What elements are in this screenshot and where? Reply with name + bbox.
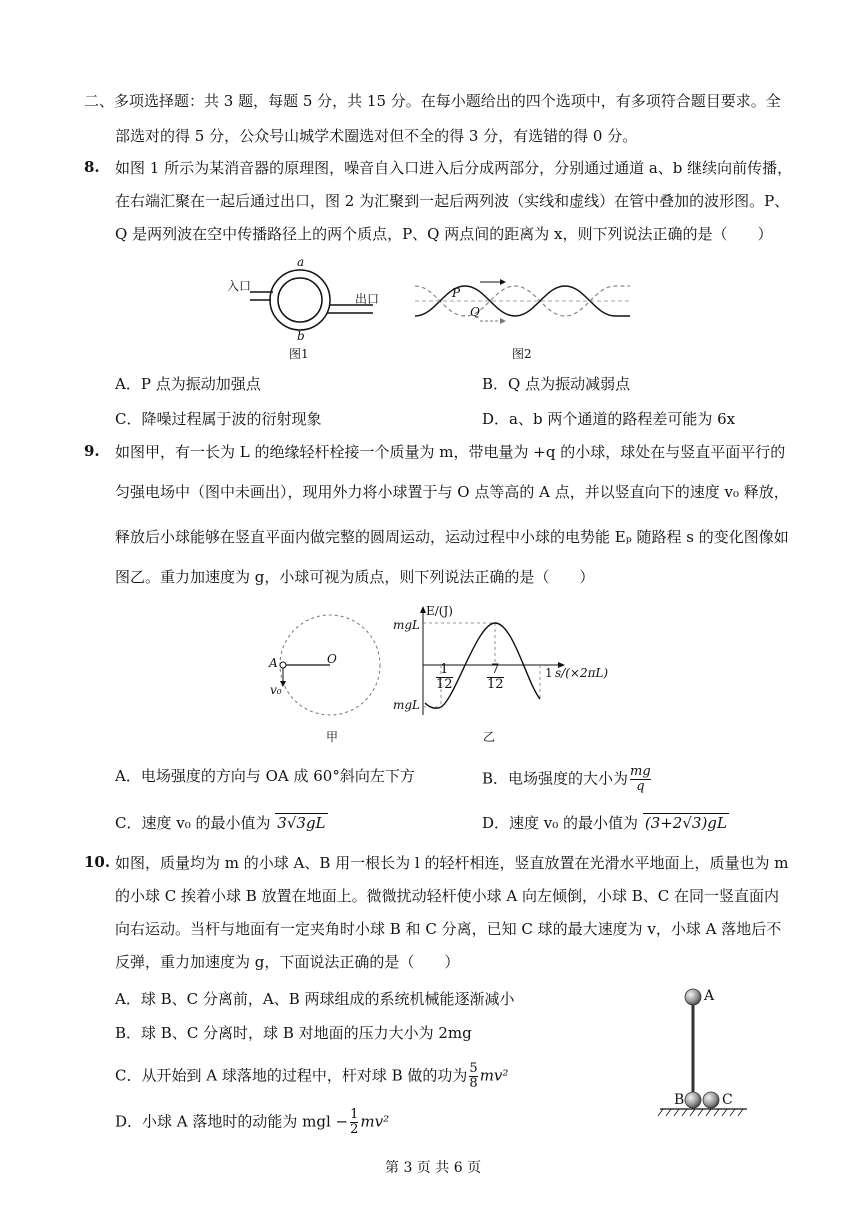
section-title-line1: 二、多项选择题：共 3 题，每题 5 分，共 15 分。在每小题给出的四个选项中，有多项符合题目要求。全 — [84, 92, 781, 110]
q10-fig-label-c: C — [722, 1092, 733, 1108]
q9-figure-yi-graph — [395, 603, 570, 718]
q9-fig-jia-label-a: A — [269, 656, 278, 670]
q10-option-c: C．从开始到 A 球落地的过程中，杆对球 B 做的功为 $\frac{5}{8}$ mv² — [115, 1061, 509, 1091]
q9-option-d: D．速度 v₀ 的最小值为 (3+2√3)gL — [482, 814, 727, 832]
q8-fig2-caption: 图2 — [512, 347, 532, 361]
q10-option-a: A．球 B、C 分离前，A、B 两球组成的系统机械能逐渐减小 — [115, 990, 515, 1008]
section-title-line2: 部选对的得 5 分，公众号山城学术圈选对但不全的得 3 分，有选错的得 0 分。 — [115, 127, 638, 145]
q10-fig-label-b: B — [674, 1092, 685, 1108]
page-footer: 第 3 页 共 6 页 — [385, 1160, 482, 1176]
q10-stem-line4: 反弹，重力加速度为 g，下面说法正确的是（ ） — [115, 953, 460, 971]
q8-fig1-caption: 图1 — [289, 347, 309, 361]
q8-fig1-label-a: a — [297, 255, 305, 269]
q8-fig1-label-b: b — [297, 329, 305, 343]
q9-number: 9. — [84, 442, 100, 460]
q8-stem-line2: 在右端汇聚在一起后通过出口，图 2 为汇聚到一起后两列波（实线和虚线）在管中叠加的波形图。P、 — [115, 192, 790, 210]
q9-fig-yi-caption: 乙 — [483, 730, 496, 744]
q10-fig-label-a: A — [704, 988, 715, 1004]
q8-stem-line3: Q 是两列波在空中传播路径上的两个质点，P、Q 两点间的距离为 x，则下列说法正确的是（ ） — [115, 225, 773, 243]
q9-fig-yi-tick1: $\frac{1}{12}$ — [436, 662, 453, 692]
q9-stem-line3: 释放后小球能够在竖直平面内做完整的圆周运动，运动过程中小球的电势能 Eₚ 随路程 s 的变化图像如 — [115, 528, 789, 546]
q10-option-d: D．小球 A 落地时的动能为 mgl − $\frac{1}{2}$ mv² — [115, 1107, 390, 1137]
q10-number: 10. — [84, 853, 111, 871]
q8-option-b: B．Q 点为振动减弱点 — [482, 375, 631, 393]
q8-number: 8. — [84, 158, 100, 176]
q9-fig-yi-ylabel: E/(J) — [426, 604, 453, 618]
q9-stem-line4: 图乙。重力加速度为 g，小球可视为质点，则下列说法正确的是（ ） — [115, 568, 595, 586]
q8-fig2-label-p: P — [452, 286, 461, 300]
q9-option-b: B．电场强度的大小为 $\frac{mg}{q}$ — [482, 764, 651, 794]
q9-fig-yi-xlabel: s/(×2πL) — [555, 666, 609, 680]
q10-stem-line2: 的小球 C 挨着小球 B 放置在地面上。微微扰动轻杆使小球 A 向左倾倒，小球 B、C 在同一竖直面内 — [115, 887, 779, 905]
q8-stem-line1: 如图 1 所示为某消音器的原理图，噪音自入口进入后分成两部分，分别通过通道 a、b 继续向前传播， — [115, 159, 793, 177]
q8-option-a: A．P 点为振动加强点 — [115, 375, 261, 393]
q9-fig-jia-label-v0: v₀ — [270, 683, 282, 697]
q10-stem-line3: 向右运动。当杆与地面有一定夹角时小球 B 和 C 分离，已知 C 球的最大速度为 v，小球 A 落地后不 — [115, 920, 782, 938]
q9-fig-yi-tick2: $\frac{7}{12}$ — [487, 662, 504, 692]
q9-stem-line1: 如图甲，有一长为 L 的绝缘轻杆栓接一个质量为 m，带电量为 +q 的小球，球处在与竖直平面平行的 — [115, 443, 786, 461]
q9-option-a: A．电场强度的方向与 OA 成 60°斜向左下方 — [115, 767, 415, 785]
q9-fig-jia-label-o: O — [327, 652, 337, 666]
q9-stem-line2: 匀强电场中（图中未画出），现用外力将小球置于与 O 点等高的 A 点，并以竖直向下的速度 v₀ 释放， — [115, 483, 789, 501]
q9-fig-yi-ytop: mgL — [393, 618, 421, 632]
q9-fig-yi-ybottom: mgL — [393, 698, 421, 712]
q8-fig1-inlet-label: 入口 — [227, 279, 252, 293]
q9-fig-yi-tick3: 1 — [545, 666, 553, 680]
q10-option-b: B．球 B、C 分离时，球 B 对地面的压力大小为 2mg — [115, 1024, 472, 1042]
q9-option-c: C．速度 v₀ 的最小值为 3√3gL — [115, 814, 326, 832]
q10-stem-line1: 如图，质量均为 m 的小球 A、B 用一根长为 l 的轻杆相连，竖直放置在光滑水平地面上，质量也为 m — [115, 854, 789, 872]
q8-fig2-label-q: Q — [470, 305, 480, 319]
q8-fig1-outlet-label: 出口 — [355, 292, 380, 306]
q8-option-d: D．a、b 两个通道的路程差可能为 6x — [482, 410, 736, 428]
q8-option-c: C．降噪过程属于波的衍射现象 — [115, 410, 322, 428]
q8-figure2-waves — [410, 270, 635, 330]
q9-fig-jia-caption: 甲 — [326, 730, 339, 744]
